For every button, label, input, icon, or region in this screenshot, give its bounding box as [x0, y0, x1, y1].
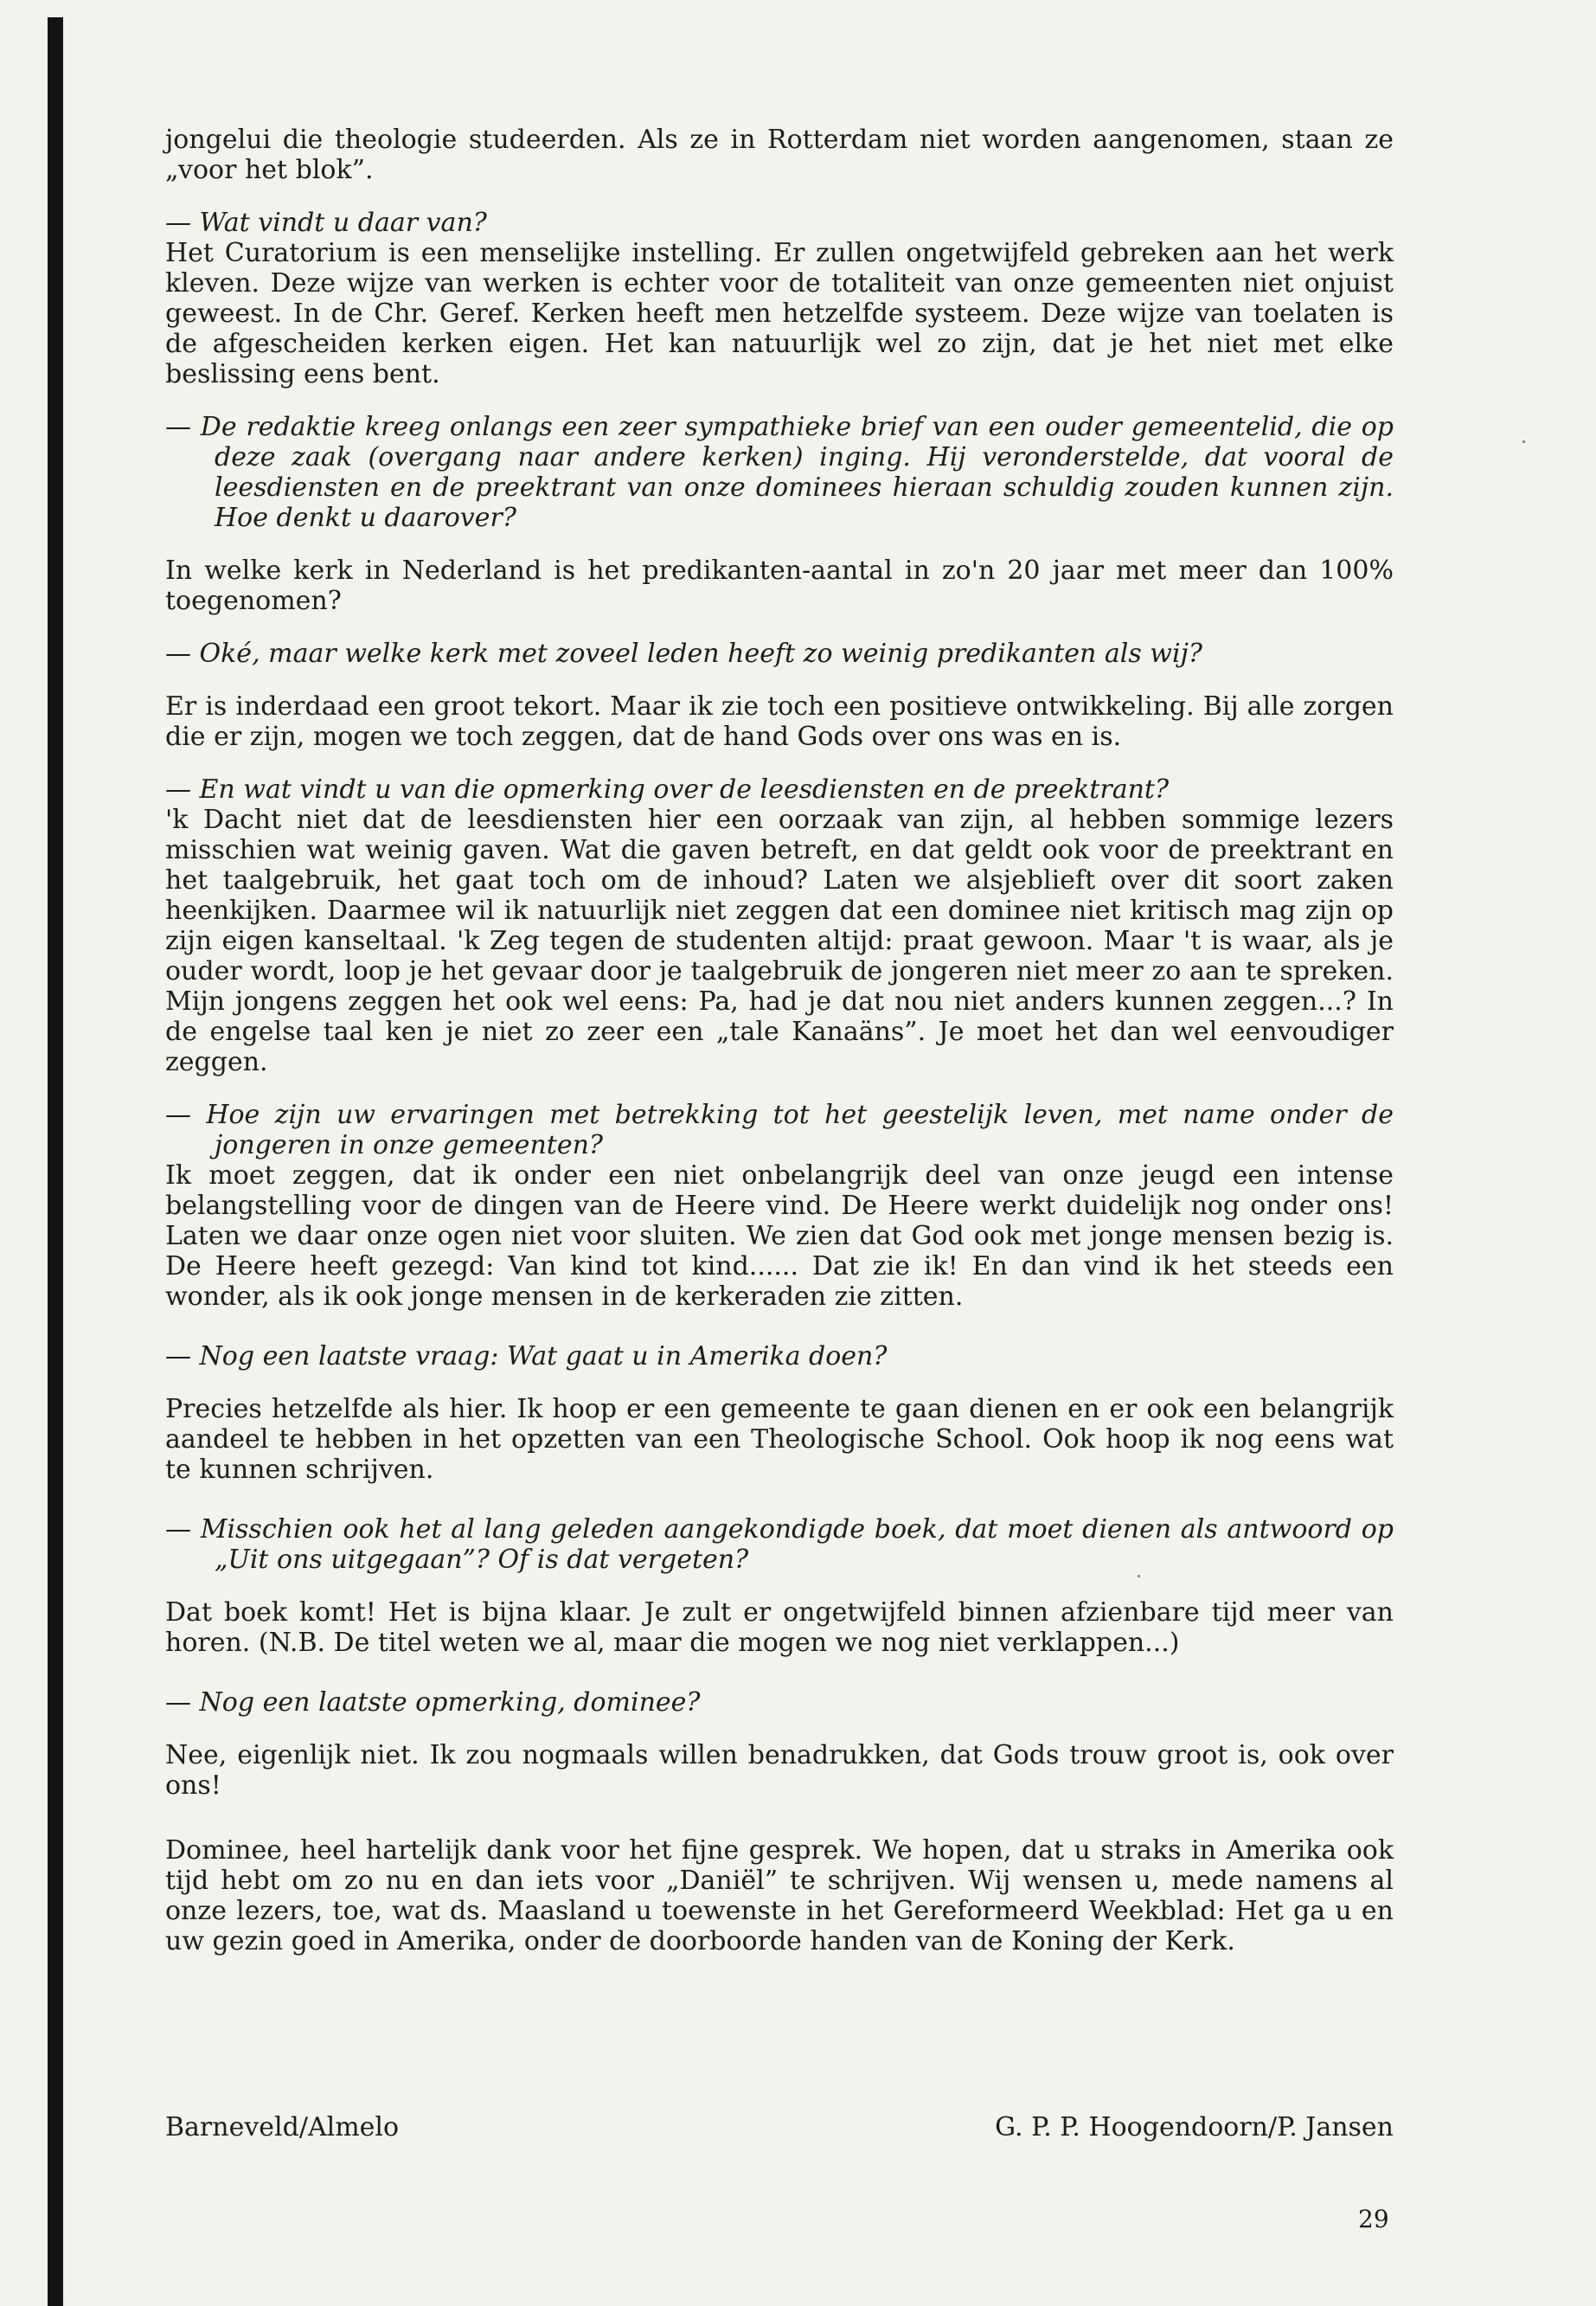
signature-line — [165, 2112, 1394, 2142]
answer-paragraph: Er is inderdaad een groot tekort. Maar ik zie toch een positieve ontwikkeling. Bij alle zorgen die er zijn, mogen we toch zeggen, dat de hand Gods over ons was en is. — [165, 691, 1394, 752]
closing-paragraph: Dominee, heel hartelijk dank voor het fijne gesprek. We hopen, dat u straks in Amerika ook tijd hebt om zo nu en dan iets voor „Daniël” te schrijven. Wij wensen u, mede namens al onze lezers, toe, wat ds. Maasland u toewenste in het Gereformeerd Weekblad: Het ga u en uw gezin goed in Amerika, onder de doorboorde handen van de Koning der Kerk. — [165, 1835, 1394, 1956]
answer-paragraph: Precies hetzelfde als hier. Ik hoop er een gemeente te gaan dienen en er ook een belangrijk aandeel te hebben in het opzetten van een Theologische School. Ook hoop ik nog eens wat te kunnen schrijven. — [165, 1394, 1394, 1485]
binding-margin-line — [48, 17, 63, 2306]
answer-paragraph: 'k Dacht niet dat de leesdiensten hier een oorzaak van zijn, al hebben sommige lezers misschien wat weinig gaven. Wat die gaven betreft, en dat geldt ook voor de preektrant en het taalgebruik, het gaat toch om de inhoud? Laten we alsjeblieft over dit soort zaken heenkijken. Daarmee wil ik natuurlijk niet zeggen dat een dominee niet kritisch mag zijn op zijn eigen kanseltaal. 'k Zeg tegen de studenten altijd: praat gewoon. Maar 't is waar, als je ouder wordt, loop je het gevaar door je taalgebruik de jongeren niet meer zo aan te spreken. Mijn jongens zeggen het ook wel eens: Pa, had je dat nou niet anders kunnen zeggen...? In de engelse taal ken je niet zo zeer een „tale Kanaäns”. Je moet het dan wel eenvoudiger zeggen. — [165, 805, 1394, 1077]
page-number: 29 — [1358, 2205, 1389, 2233]
question-paragraph: — Nog een laatste opmerking, dominee? — [165, 1687, 701, 1718]
answer-paragraph: Ik moet zeggen, dat ik onder een niet onbelangrijk deel van onze jeugd een intense belangstelling voor de dingen van de Heere vind. De Heere werkt duidelijk nog onder ons! Laten we daar onze ogen niet voor sluiten. We zien dat God ook met jonge mensen bezig is. De Heere heeft gezegd: Van kind tot kind...... Dat zie ik! En dan vind ik het steeds een wonder, als ik ook jonge mensen in de kerkeraden zie zitten. — [165, 1160, 1394, 1312]
signature-place: Barneveld/Almelo — [165, 2112, 400, 2142]
scan-speck — [1138, 1575, 1140, 1577]
question-paragraph: — Nog een laatste vraag: Wat gaat u in Amerika doen? — [165, 1341, 888, 1371]
answer-paragraph: Dat boek komt! Het is bijna klaar. Je zult er ongetwijfeld binnen afzienbare tijd meer van horen. (N.B. De titel weten we al, maar die mogen we nog niet verklappen...) — [165, 1597, 1394, 1658]
question-paragraph: — Hoe zijn uw ervaringen met betrekking tot het geestelijk leven, met name onder de jongeren in onze gemeenten? — [165, 1100, 1394, 1160]
answer-paragraph: Het Curatorium is een menselijke instelling. Er zullen ongetwijfeld gebreken aan het werk kleven. Deze wijze van werken is echter voor de totaliteit van onze gemeenten niet onjuist geweest. In de Chr. Geref. Kerken heeft men hetzelfde systeem. Deze wijze van toelaten is de afgescheiden kerken eigen. Het kan natuurlijk wel zo zijn, dat je het niet met elke beslissing eens bent. — [165, 238, 1394, 389]
question-paragraph: — En wat vindt u van die opmerking over de leesdiensten en de preektrant? — [165, 774, 1170, 805]
question-paragraph: — De redaktie kreeg onlangs een zeer sympathieke brief van een ouder gemeentelid, die op deze zaak (overgang naar andere kerken) inging. Hij veronderstelde, dat vooral de leesdiensten en de preektrant van onze dominees hieraan schuldig zouden kunnen zijn. Hoe denkt u daarover? — [165, 412, 1394, 533]
answer-paragraph: jongelui die theologie studeerden. Als ze in Rotterdam niet worden aangenomen, staan ze „voor het blok”. — [165, 125, 1394, 185]
signature-authors: G. P. P. Hoogendoorn/P. Jansen — [995, 2112, 1394, 2142]
question-paragraph: — Wat vindt u daar van? — [165, 208, 487, 238]
answer-paragraph: In welke kerk in Nederland is het predikanten-aantal in zo'n 20 jaar met meer dan 100% toegenomen? — [165, 556, 1394, 616]
article-body — [165, 125, 1394, 1956]
question-paragraph: — Oké, maar welke kerk met zoveel leden heeft zo weinig predikanten als wij? — [165, 639, 1202, 669]
answer-paragraph: Nee, eigenlijk niet. Ik zou nogmaals willen benadrukken, dat Gods trouw groot is, ook over ons! — [165, 1740, 1394, 1801]
question-paragraph: — Misschien ook het al lang geleden aangekondigde boek, dat moet dienen als antwoord op „Uit ons uitgegaan”? Of is dat vergeten? — [165, 1514, 1394, 1575]
scan-speck — [1522, 440, 1525, 443]
